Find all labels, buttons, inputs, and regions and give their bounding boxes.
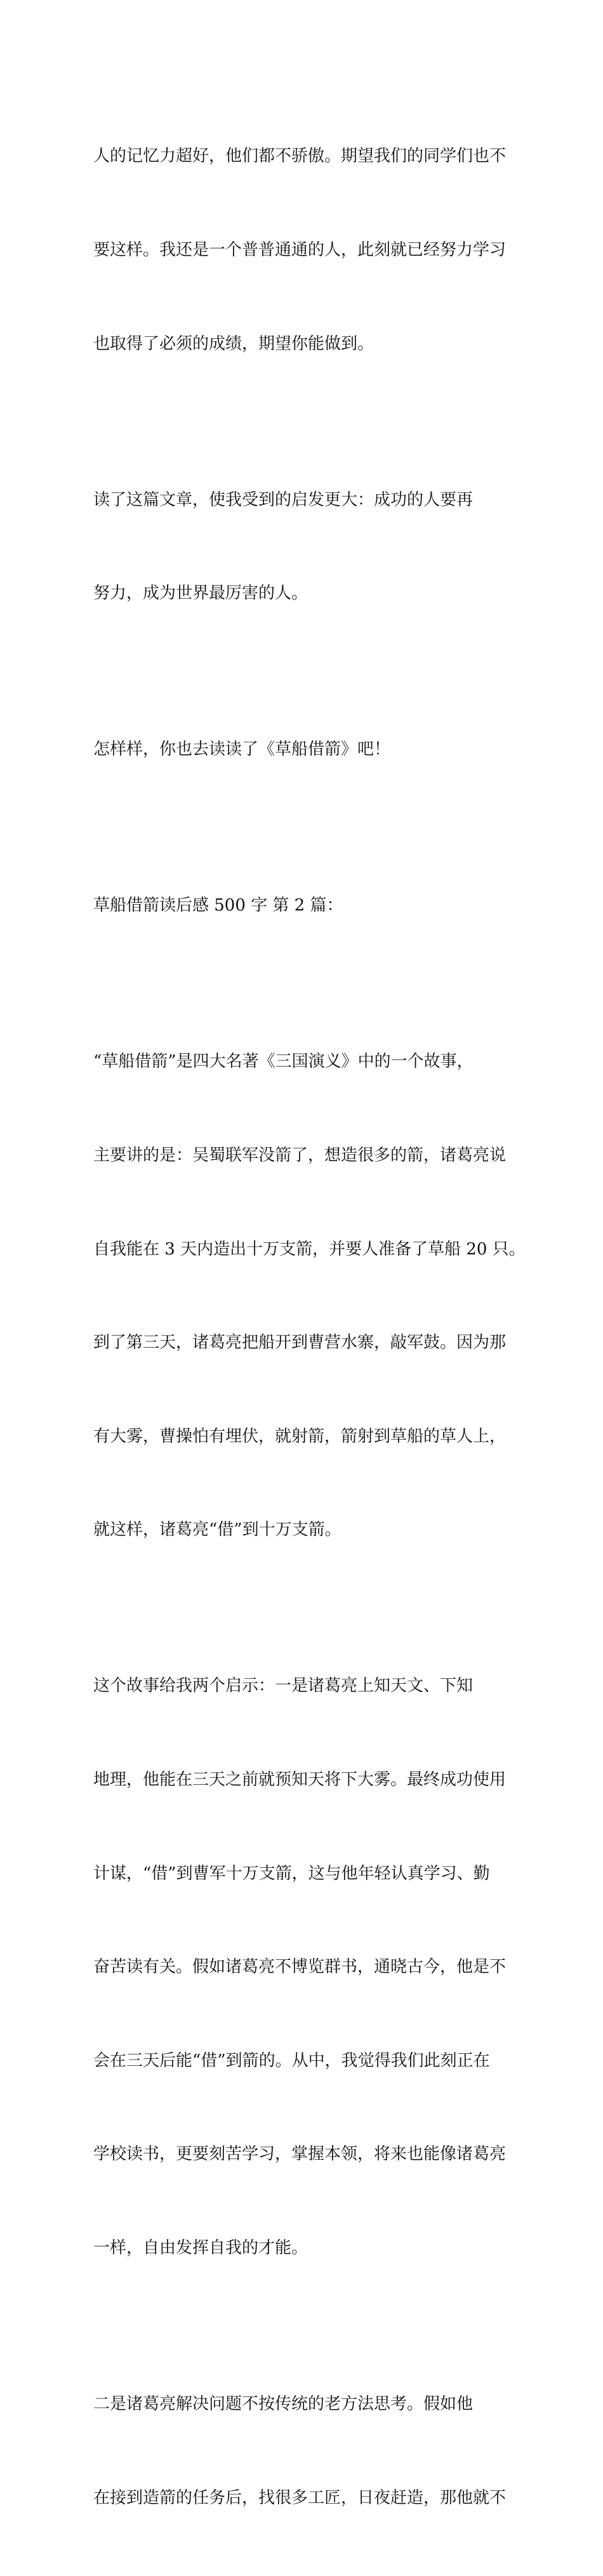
text-line: 读了这篇文章，使我受到的启发更大：成功的人要再	[93, 490, 474, 509]
text-line: 主要讲的是：吴蜀联军没箭了，想造很多的箭，诸葛亮说	[93, 1145, 507, 1165]
text-line: 就这样，诸葛亮“借”到十万支箭。	[93, 1520, 341, 1540]
paragraph-2	[93, 422, 525, 672]
text-line: 会在三天后能“借”到箭的。从中，我觉得我们此刻正在	[93, 2051, 490, 2070]
text-line: 努力，成为世界最厉害的人。	[93, 584, 308, 603]
text-line: “草船借箭”是四大名著《三国演义》中的一个故事，	[93, 1052, 474, 1072]
text-line: 计谋，“借”到曹军十万支箭，这与他年轻认真学习、勤	[93, 1863, 490, 1883]
paragraph-5	[93, 984, 525, 1608]
section-heading	[93, 828, 525, 984]
paragraph-7	[93, 2327, 525, 2576]
text-line: 也取得了必须的成绩，期望你能做到。	[93, 334, 374, 353]
text-line: 奋苦读有关。假如诸葛亮不博览群书，通晓古今，他是不	[93, 1957, 507, 1977]
text-line: 怎样样，你也去读读了《草船借箭》吧！	[93, 740, 391, 759]
paragraph-3	[93, 672, 525, 828]
text-line: 人的记忆力超好，他们都不骄傲。期望我们的同学们也不	[93, 147, 507, 166]
text-line: 二是诸葛亮解决问题不按传统的老方法思考。假如他	[93, 2395, 474, 2414]
text-line: 这个故事给我两个启示：一是诸葛亮上知天文、下知	[93, 1676, 474, 1696]
text-line: 学校读书，更要刻苦学习，掌握本领，将来也能像诸葛亮	[93, 2145, 507, 2164]
text-line: 地理，他能在三天之前就预知天将下大雾。最终成功使用	[93, 1770, 507, 1789]
text-line: 有大雾，曹操怕有埋伏，就射箭，箭射到草船的草人上，	[93, 1426, 507, 1446]
text-line: 到了第三天，诸葛亮把船开到曹营水寨，敲军鼓。因为那	[93, 1333, 507, 1353]
text-line: 一样，自由发挥自我的才能。	[93, 2238, 308, 2258]
text-line: 草船借箭读后感 500 字 第 2 篇：	[93, 896, 343, 916]
text-line: 要这样。我还是一个普普通通的人，此刻就已经努力学习	[93, 240, 507, 260]
text-line: 自我能在 3 天内造出十万支箭，并要人准备了草船 20 只。	[93, 1239, 526, 1259]
text-line: 在接到造箭的任务后，找很多工匠，日夜赶造，那他就不	[93, 2488, 507, 2507]
document-body	[93, 79, 525, 2576]
paragraph-6	[93, 1608, 525, 2327]
paragraph-1	[93, 79, 525, 422]
